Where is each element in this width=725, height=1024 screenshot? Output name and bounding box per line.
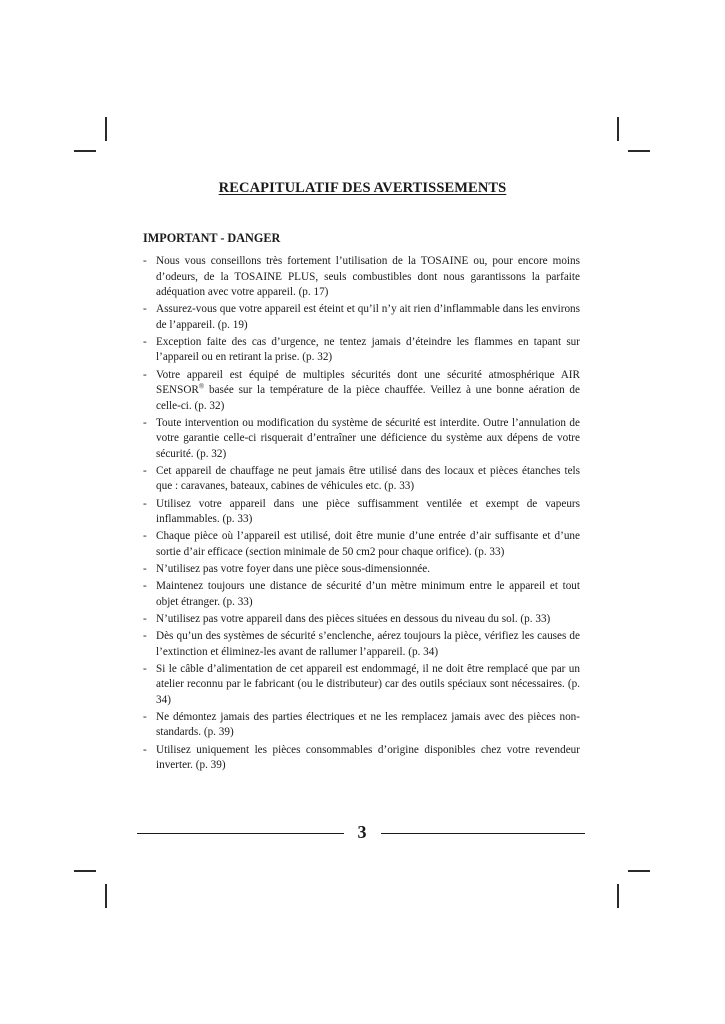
warning-text: Chaque pièce où l’appareil est utilisé, doit être munie d’une entrée d’air suffisante et d’une sortie d’air efficace (section minimale de 50 cm2 pour chaque orifice). (p. 33) — [156, 530, 580, 558]
warning-item — [143, 629, 580, 660]
footer-rule-right — [381, 833, 585, 834]
warning-item — [143, 302, 580, 333]
warnings-list — [143, 254, 580, 775]
bullet-dash: - — [143, 497, 147, 510]
warning-text: Assurez-vous que votre appareil est éteint et qu’il n’y ait rien d’inflammable dans les environs de l’appareil. (p. 19) — [156, 303, 580, 331]
warning-text: Dès qu’un des systèmes de sécurité s’enclenche, aérez toujours la pièce, vérifiez les causes de l’extinction et éliminez-les avant de rallumer l’appareil. (p. 34) — [156, 630, 580, 658]
crop-mark-top-right-vertical — [617, 117, 619, 141]
warning-item — [143, 529, 580, 560]
warning-item — [143, 416, 580, 463]
warning-item — [143, 710, 580, 741]
warning-text: Cet appareil de chauffage ne peut jamais être utilisé dans des locaux et pièces étanches tels que : caravanes, bateaux, cabines de véhicules etc. (p. 33) — [156, 464, 580, 493]
warning-item — [143, 254, 580, 301]
page-title-text: RECAPITULATIF DES AVERTISSEMENTS — [218, 180, 507, 196]
bullet-dash: - — [143, 416, 147, 429]
bullet-dash: - — [143, 464, 147, 477]
warning-item — [143, 743, 580, 774]
bullet-dash: - — [143, 630, 147, 643]
warning-text: Votre appareil est équipé de multiples sécurités dont une sécurité atmosphérique AIR SENSOR — [156, 368, 580, 397]
bullet-dash: - — [143, 710, 147, 723]
bullet-dash: - — [143, 303, 147, 316]
crop-mark-bottom-right-vertical — [617, 884, 619, 908]
warning-item — [143, 612, 580, 628]
warning-item — [143, 335, 580, 366]
warning-text: Ne démontez jamais des parties électriques et ne les remplacez jamais avec des pièces non-standards. (p. 39) — [156, 710, 580, 739]
bullet-dash: - — [143, 255, 147, 267]
crop-mark-top-left-vertical — [105, 117, 107, 141]
crop-mark-bottom-left-vertical — [105, 884, 107, 908]
warning-item — [143, 497, 580, 528]
warning-item — [143, 662, 580, 709]
bullet-dash: - — [143, 662, 147, 675]
warning-text: Toute intervention ou modification du système de sécurité est interdite. Outre l’annulation de votre garantie celle-ci risquerait d’entraîner une déficience du système aux dépens de votre sécurité. (p. 32) — [156, 416, 580, 460]
bullet-dash: - — [143, 563, 147, 575]
crop-mark-top-left-horizontal — [74, 150, 96, 152]
bullet-dash: - — [143, 530, 147, 543]
registered-mark: ® — [198, 382, 205, 391]
warning-item — [143, 579, 580, 610]
warning-item — [143, 562, 580, 578]
warning-text: Utilisez votre appareil dans une pièce suffisamment ventilée et exempt de vapeurs inflammables. (p. 33) — [156, 497, 580, 526]
section-heading: IMPORTANT - DANGER — [143, 231, 281, 245]
bullet-dash: - — [143, 580, 147, 593]
footer-rule-left — [137, 833, 344, 834]
warning-text: Si le câble d’alimentation de cet appareil est endommagé, il ne doit être remplacé que par un atelier reconnu par le fabricant (ou le distributeur) car des outils spéciaux sont nécessaires. (p. 34) — [156, 662, 580, 706]
warning-item — [143, 368, 580, 415]
bullet-dash: - — [143, 335, 147, 348]
warning-text: Maintenez toujours une distance de sécurité d’un mètre minimum entre le appareil et tout objet étranger. (p. 33) — [156, 580, 580, 608]
warning-text: Exception faite des cas d’urgence, ne tentez jamais d’éteindre les flammes en tapant sur l’appareil ou en retirant la prise. (p. 32) — [156, 335, 580, 364]
warning-text-continued: basée sur la température de la pièce chauffée. Veillez à une bonne aération de celle-ci. (p. 32) — [156, 384, 580, 412]
warning-text: Utilisez uniquement les pièces consommables d’origine disponibles chez votre revendeur inverter. (p. 39) — [156, 743, 580, 772]
warning-text: Nous vous conseillons très fortement l’utilisation de la TOSAINE ou, pour encore moins d’odeurs, de la TOSAINE PLUS, seuls combustibles dont nous garantissons la parfaite adéquation avec votre appareil. (p. 17) — [156, 255, 580, 298]
page-title — [0, 180, 725, 197]
bullet-dash: - — [143, 743, 147, 756]
bullet-dash: - — [143, 612, 147, 625]
warning-text: N’utilisez pas votre appareil dans des pièces situées en dessous du niveau du sol. (p. 33) — [156, 612, 551, 625]
warning-text: N’utilisez pas votre foyer dans une pièce sous-dimensionnée. — [156, 563, 431, 575]
crop-mark-bottom-right-horizontal — [628, 870, 650, 872]
crop-mark-top-right-horizontal — [628, 150, 650, 152]
crop-mark-bottom-left-horizontal — [74, 870, 96, 872]
bullet-dash: - — [143, 368, 147, 381]
warning-item — [143, 464, 580, 495]
page-number: 3 — [357, 822, 367, 842]
